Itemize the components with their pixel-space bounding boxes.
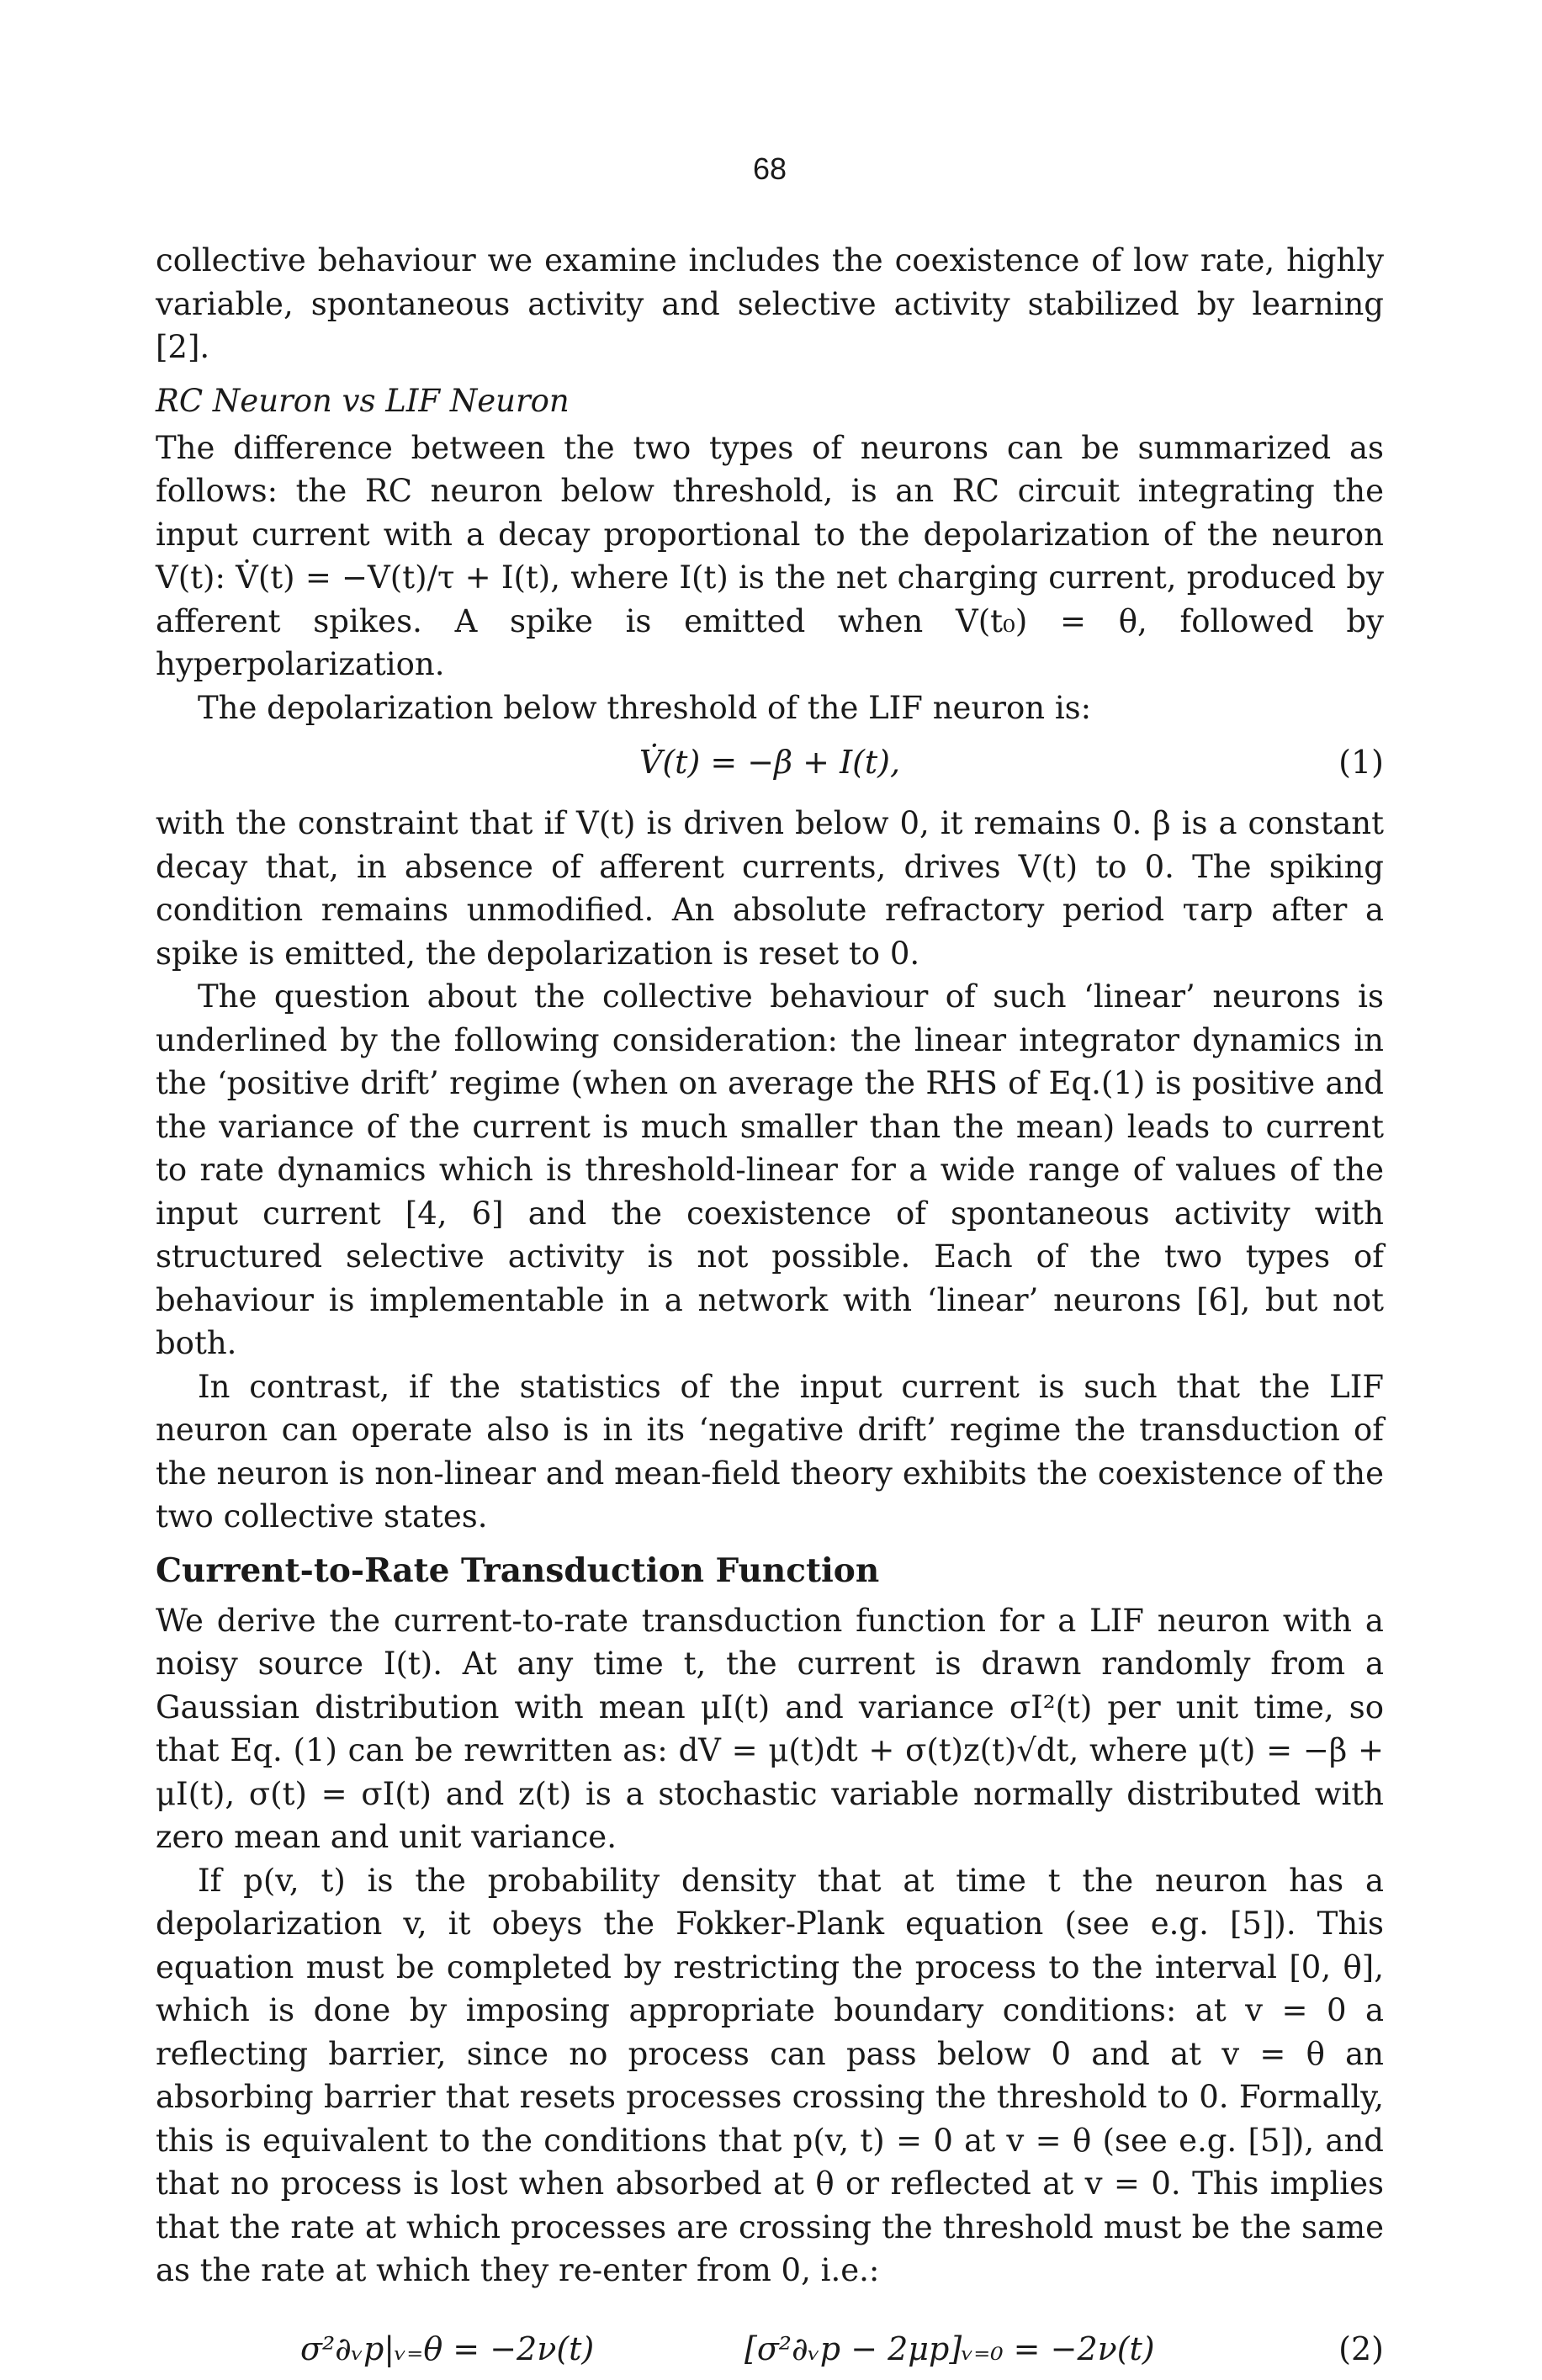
equation-1 (156, 739, 1384, 793)
equation-2-right: [σ²∂ᵥp − 2μp]ᵥ₌₀ = −2ν(t) (745, 2330, 1155, 2367)
section-title: Current-to-Rate Transduction Function (156, 1550, 880, 1590)
equation-2 (156, 2326, 1384, 2380)
paragraph-contrast: In contrast, if the statistics of the input current is such that the LIF neuron can operate also is in its ‘negative drift’ regime the transduction of the neuron is non-linear and mean-field theory exhibits the coexistence of the two collective states. (156, 1368, 1384, 1535)
paragraph-intro: collective behaviour we examine includes the coexistence of low rate, highly variable, spontaneous activity and selective activity stabilized by learning [2]. (156, 242, 1384, 365)
paragraph-constraint: with the constraint that if V(t) is driven below 0, it remains 0. β is a constant decay that, in absence of afferent currents, drives V(t) to 0. The spiking condition remains unmodified. An absolute refractory period τarp after a spike is emitted, the depolarization is reset to 0. (156, 805, 1384, 972)
equation-2-number: (2) (1338, 2330, 1384, 2367)
paragraph-fokker-planck: If p(v, t) is the probability density that at time t the neuron has a depolarization v, it obeys the Fokker-Plank equation (see e.g. [5]). This equation must be completed by restricting the process to the interval [0, θ], which is done by imposing appropriate boundary conditions: at v = 0 a reflecting barrier, since no process can pass below 0 and at v = θ an absorbing barrier that resets processes crossing the threshold to 0. Formally, this is equivalent to the conditions that p(v, t) = 0 at v = θ (see e.g. [5]), and that no process is lost when absorbed at θ or reflected at v = 0. This implies that the rate at which processes are crossing the threshold must be the same as the rate at which they re-enter from 0, i.e.: (156, 1862, 1384, 2288)
equation-2-left: σ²∂ᵥp|ᵥ₌θ = −2ν(t) (300, 2330, 595, 2367)
subheading-rc-vs-lif: RC Neuron vs LIF Neuron (156, 382, 570, 419)
page (156, 151, 1384, 2380)
paragraph-lif-depolarization: The depolarization below threshold of the LIF neuron is: (198, 689, 1092, 726)
paragraph-rc-neuron: The difference between the two types of neurons can be summarized as follows: the RC neuron below threshold, is an RC circuit integrating the input current with a decay proportional to the depolarization of the neuron V(t): V̇(t) = −V(t)/τ + I(t), where I(t) is the net charging current, produced by afferent spikes. A spike is emitted when V(t₀) = θ, followed by hyperpolarization. (156, 429, 1384, 682)
equation-1-number: (1) (1338, 744, 1384, 781)
equation-1-expression: V̇(t) = −β + I(t), (639, 744, 901, 781)
page-number: 68 (752, 151, 787, 186)
paragraph-derivation: We derive the current-to-rate transduction function for a LIF neuron with a noisy source I(t). At any time t, the current is drawn randomly from a Gaussian distribution with mean μI(t) and variance σI²(t) per unit time, so that Eq. (1) can be rewritten as: dV = μ(t)dt + σ(t)z(t)√dt, where μ(t) = −β + μI(t), σ(t) = σI(t) and z(t) is a stochastic variable normally distributed with zero mean and unit variance. (156, 1602, 1384, 1855)
paragraph-question: The question about the collective behaviour of such ‘linear’ neurons is underlined by the following consideration: the linear integrator dynamics in the ‘positive drift’ regime (when on average the RHS of Eq.(1) is positive and the variance of the current is much smaller than the mean) leads to current to rate dynamics which is threshold-linear for a wide range of values of the input current [4, 6] and the coexistence of spontaneous activity with structured selective activity is not possible. Each of the two types of behaviour is implementable in a network with ‘linear’ neurons [6], but not both. (156, 978, 1384, 1361)
